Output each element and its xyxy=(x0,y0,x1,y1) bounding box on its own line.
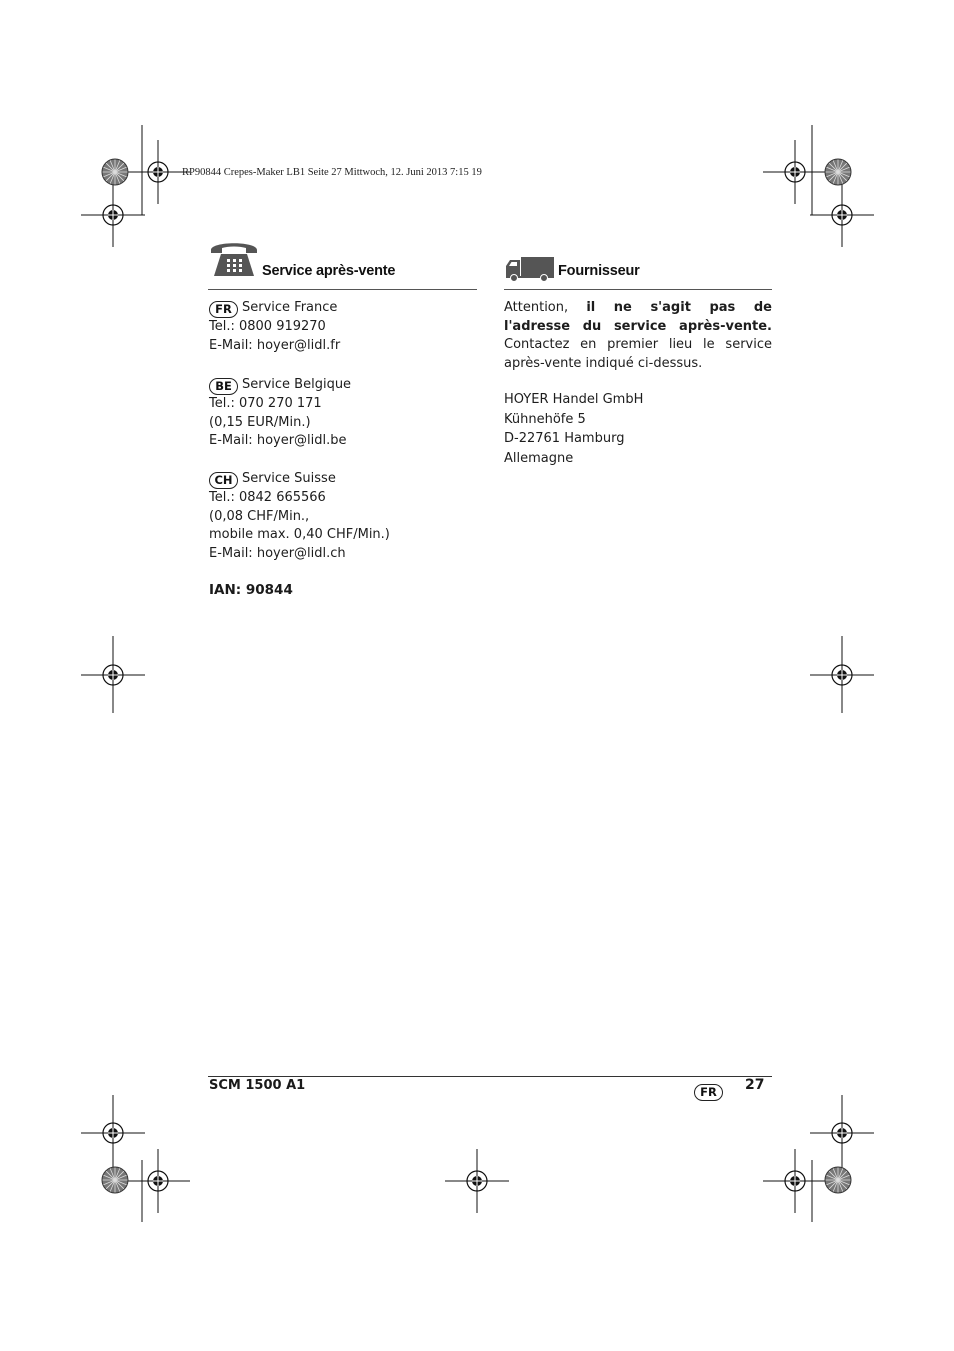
service-belgium-tel: Tel.: 070 270 171 xyxy=(209,396,322,411)
supplier-address xyxy=(504,390,772,468)
service-switzerland-tel: Tel.: 0842 665566 xyxy=(209,490,326,505)
model-number: SCM 1500 A1 xyxy=(209,1078,306,1093)
service-france-email: E-Mail: hoyer@lidl.fr xyxy=(209,337,341,353)
footer-fr-badge: FR xyxy=(694,1084,723,1101)
service-switzerland-block xyxy=(209,470,479,563)
telephone-icon xyxy=(209,238,259,278)
service-belgium-block xyxy=(209,376,479,451)
page-number: 27 xyxy=(745,1077,765,1093)
supplier-title-rule xyxy=(504,289,772,290)
service-switzerland-name: Service Suisse xyxy=(242,471,336,486)
service-belgium-email: E-Mail: hoyer@lidl.be xyxy=(209,433,347,448)
ian-number: IAN: 90844 xyxy=(209,582,293,598)
service-belgium-name: Service Belgique xyxy=(242,377,352,392)
supplier-country: Allemagne xyxy=(504,450,574,466)
be-badge: BE xyxy=(209,378,238,395)
service-france-name: Service France xyxy=(242,300,338,315)
print-info-line: RP90844 Crepes-Maker LB1 Seite 27 Mittwoch, 12. Juni 2013 7:15 19 xyxy=(182,167,482,178)
ch-badge: CH xyxy=(209,472,238,489)
service-france-tel: Tel.: 0800 919270 xyxy=(209,319,326,334)
service-title: Service après-vente xyxy=(262,263,396,279)
service-france-block xyxy=(209,299,479,355)
supplier-city: D-22761 Hamburg xyxy=(504,431,625,446)
supplier-note-rest: Contactez en premier lieu le service après-vente indiqué ci-dessus. xyxy=(504,337,772,371)
footer-lang xyxy=(694,1079,727,1101)
supplier-street: Kühnehöfe 5 xyxy=(504,411,586,427)
supplier-note-bold: il ne s'agit pas de l'adresse du service après-vente. xyxy=(504,300,772,334)
fr-badge: FR xyxy=(209,301,238,318)
supplier-title: Fournisseur xyxy=(558,263,640,279)
service-title-rule xyxy=(208,289,477,290)
service-switzerland-rate: (0,08 CHF/Min., xyxy=(209,508,310,524)
truck-icon xyxy=(505,256,555,282)
service-switzerland-mobile: mobile max. 0,40 CHF/Min.) xyxy=(209,527,390,542)
supplier-note xyxy=(504,299,772,373)
supplier-company: HOYER Handel GmbH xyxy=(504,392,644,407)
service-switzerland-email: E-Mail: hoyer@lidl.ch xyxy=(209,545,346,561)
service-belgium-rate: (0,15 EUR/Min.) xyxy=(209,414,311,430)
supplier-note-intro: Attention, xyxy=(504,300,587,315)
footer-rule xyxy=(208,1076,772,1077)
